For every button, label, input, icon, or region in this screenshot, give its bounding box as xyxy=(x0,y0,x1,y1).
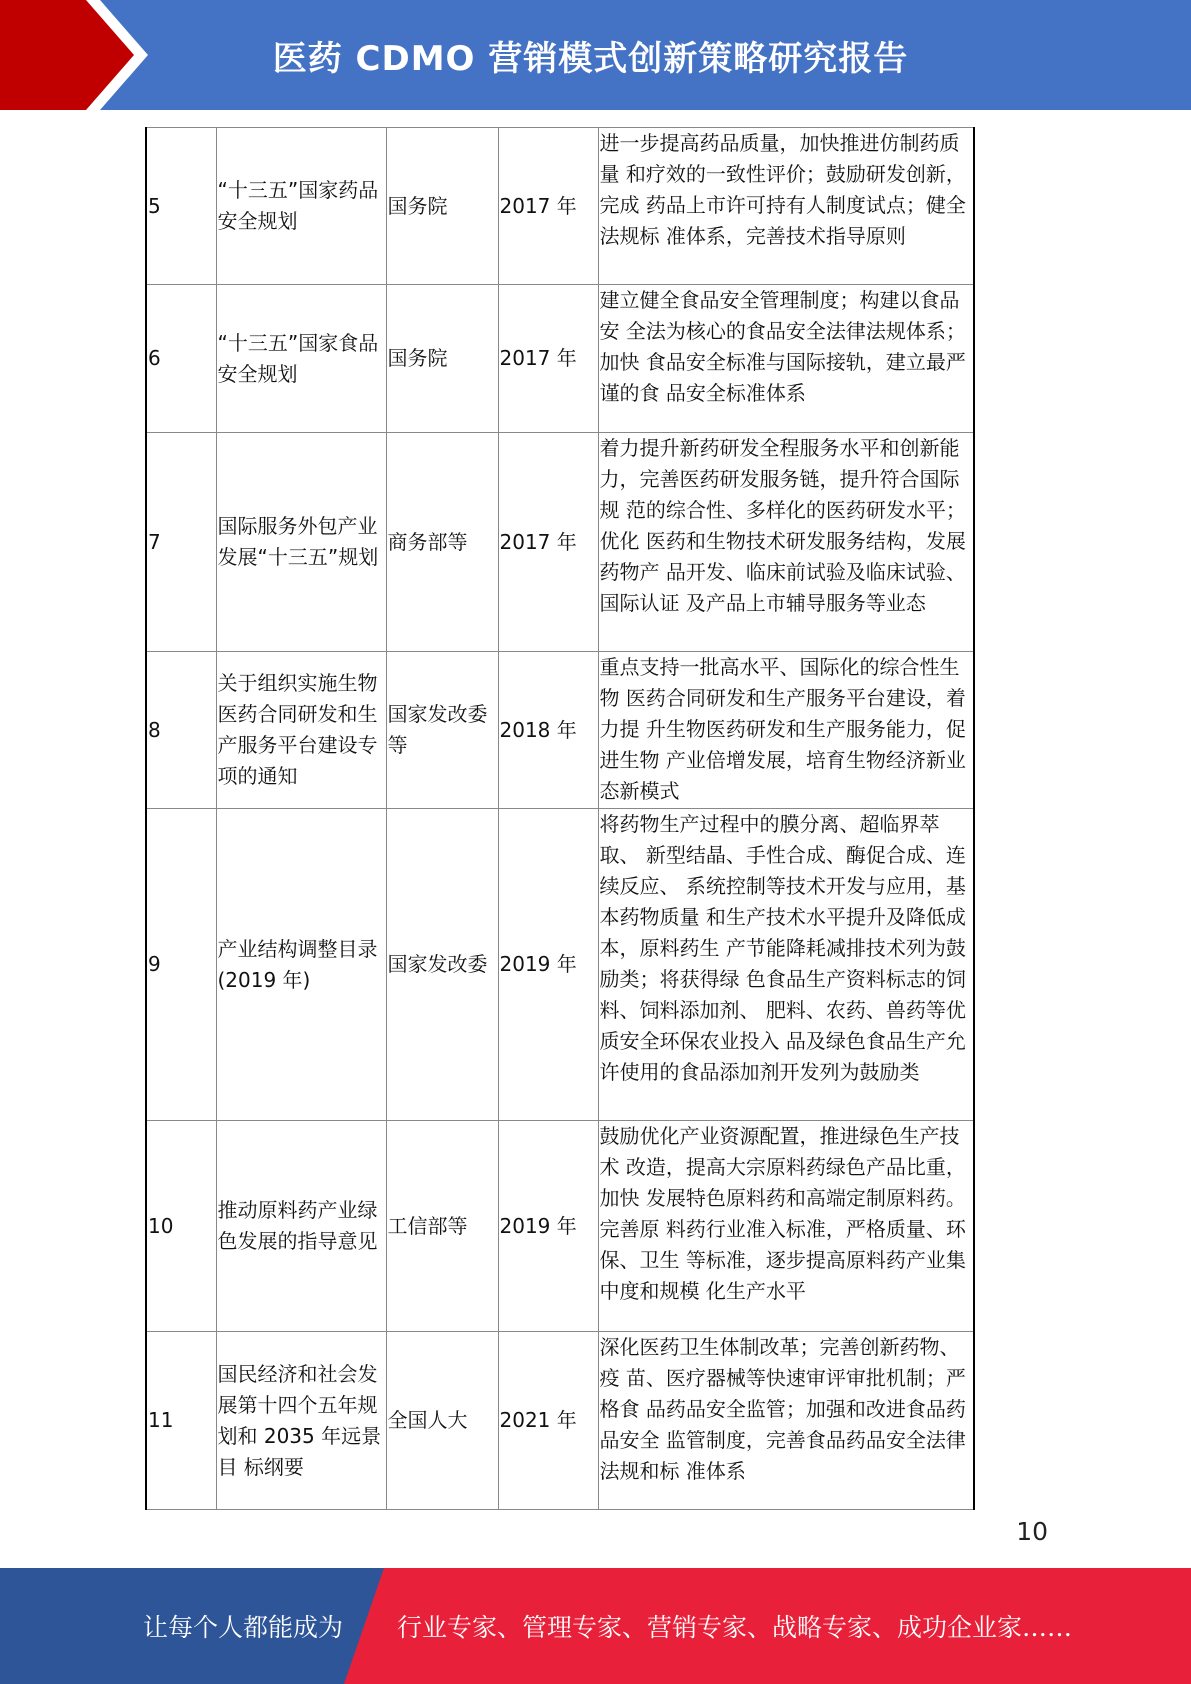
row-number-cell: 10 xyxy=(146,1121,216,1332)
footer-slogan-left: 让每个人都能成为 xyxy=(143,1613,344,1642)
issuer-cell: 国家发改委 xyxy=(386,809,498,1121)
description-cell: 深化医药卫生体制改革；完善创新药物、疫 苗、医疗器械等快速审评审批机制；严格食 品药品安全监管；加强和改进食品药品安全 监管制度，完善食品药品安全法律法规和标 准体系 xyxy=(598,1332,974,1510)
policy-name-cell: 关于组织实施生物医药合同研发和生产服务平台建设专项的通知 xyxy=(216,652,386,809)
description-cell: 着力提升新药研发全程服务水平和创新能 力，完善医药研发服务链，提升符合国际规 范的综合性、多样化的医药研发水平；优化 医药和生物技术研发服务结构，发展药物产 品开发、临床前试验及临床试验、国际认证 及产品上市辅导服务等业态 xyxy=(598,433,974,652)
description-cell: 进一步提高药品质量，加快推进仿制药质量 和疗效的一致性评价；鼓励研发创新，完成 药品上市许可持有人制度试点；健全法规标 准体系，完善技术指导原则 xyxy=(598,128,974,285)
table-row xyxy=(146,128,974,285)
policy-table xyxy=(145,127,975,1510)
year-cell: 2021 年 xyxy=(498,1332,598,1510)
description-cell: 建立健全食品安全管理制度；构建以食品安 全法为核心的食品安全法律法规体系；加快 食品安全标准与国际接轨，建立最严谨的食 品安全标准体系 xyxy=(598,285,974,433)
policy-name-cell: “十三五”国家药品安全规划 xyxy=(216,128,386,285)
table-row xyxy=(146,1332,974,1510)
year-cell: 2019 年 xyxy=(498,809,598,1121)
policy-name-cell: 推动原料药产业绿色发展的指导意见 xyxy=(216,1121,386,1332)
table-row xyxy=(146,433,974,652)
policy-name-cell: “十三五”国家食品安全规划 xyxy=(216,285,386,433)
row-number-cell: 5 xyxy=(146,128,216,285)
issuer-cell: 工信部等 xyxy=(386,1121,498,1332)
row-number-cell: 11 xyxy=(146,1332,216,1510)
policy-name-cell: 国际服务外包产业发展“十三五”规划 xyxy=(216,433,386,652)
issuer-cell: 国家发改委等 xyxy=(386,652,498,809)
year-cell: 2019 年 xyxy=(498,1121,598,1332)
row-number-cell: 6 xyxy=(146,285,216,433)
page-number: 10 xyxy=(1016,1517,1048,1546)
table-row xyxy=(146,1121,974,1332)
description-cell: 鼓励优化产业资源配置，推进绿色生产技术 改造，提高大宗原料药绿色产品比重，加快 发展特色原料药和高端定制原料药。完善原 料药行业准入标准，严格质量、环保、卫生 等标准，逐步提高原料药产业集中度和规模 化生产水平 xyxy=(598,1121,974,1332)
row-number-cell: 7 xyxy=(146,433,216,652)
row-number-cell: 9 xyxy=(146,809,216,1121)
table-row xyxy=(146,652,974,809)
policy-name-cell: 产业结构调整目录(2019 年) xyxy=(216,809,386,1121)
year-cell: 2017 年 xyxy=(498,433,598,652)
table-row xyxy=(146,285,974,433)
description-cell: 重点支持一批高水平、国际化的综合性生物 医药合同研发和生产服务平台建设，着力提 升生物医药研发和生产服务能力，促进生物 产业倍增发展，培育生物经济新业态新模式 xyxy=(598,652,974,809)
report-title: 医药 CDMO 营销模式创新策略研究报告 xyxy=(272,38,909,79)
issuer-cell: 商务部等 xyxy=(386,433,498,652)
page-footer xyxy=(0,1568,1191,1684)
policy-name-cell: 国民经济和社会发展第十四个五年规划和 2035 年远景目 标纲要 xyxy=(216,1332,386,1510)
issuer-cell: 国务院 xyxy=(386,285,498,433)
row-number-cell: 8 xyxy=(146,652,216,809)
year-cell: 2018 年 xyxy=(498,652,598,809)
footer-slogan-right: 行业专家、管理专家、营销专家、战略专家、成功企业家…… xyxy=(397,1613,1073,1642)
description-cell: 将药物生产过程中的膜分离、超临界萃取、 新型结晶、手性合成、酶促合成、连续反应、 系统控制等技术开发与应用，基本药物质量 和生产技术水平提升及降低成本，原料药生 产节能降耗减排技术列为鼓励类；将获得绿 色食品生产资料标志的饲料、饲料添加剂、 肥料、农药、兽药等优质安全环保农业投入 品及绿色食品生产允许使用的食品添加剂开发列为鼓励类 xyxy=(598,809,974,1121)
year-cell: 2017 年 xyxy=(498,128,598,285)
table-row xyxy=(146,809,974,1121)
year-cell: 2017 年 xyxy=(498,285,598,433)
page-header xyxy=(0,0,1191,110)
issuer-cell: 国务院 xyxy=(386,128,498,285)
issuer-cell: 全国人大 xyxy=(386,1332,498,1510)
